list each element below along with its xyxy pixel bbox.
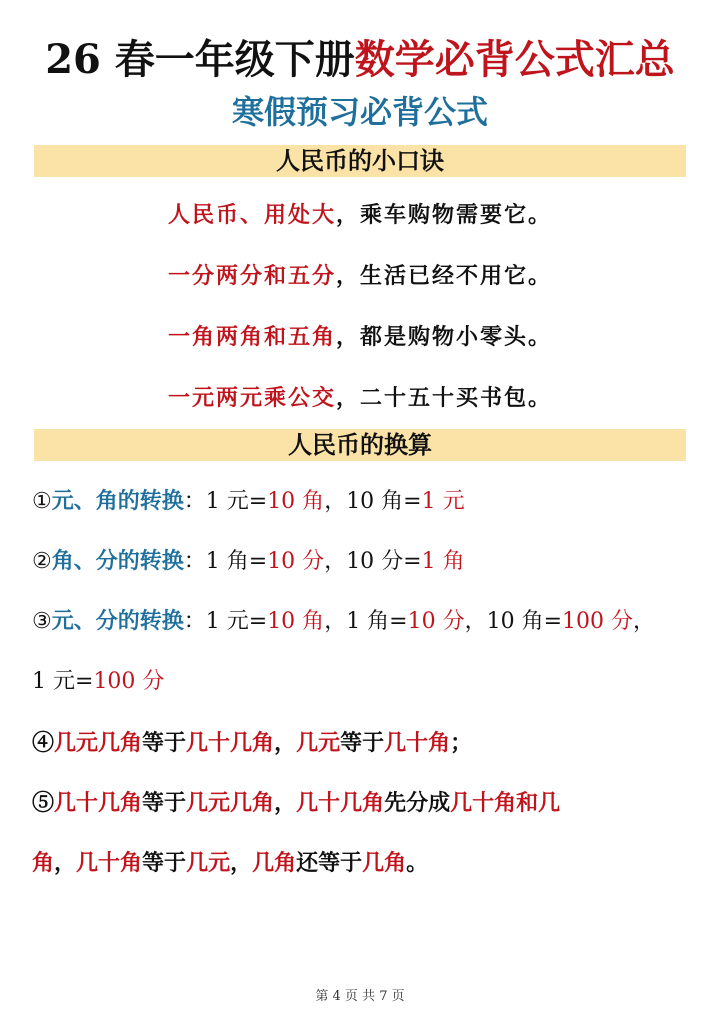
conversion-value: 10 角 xyxy=(267,489,325,514)
verse-red-text: 一角两角和五角 xyxy=(167,324,336,350)
verse-line-4 xyxy=(0,383,720,413)
page-title xyxy=(0,34,720,86)
verse-line-2 xyxy=(0,261,720,291)
conversion-value: 100 分 xyxy=(93,669,165,694)
rule-text: ， xyxy=(230,850,253,876)
conversion-value: 1 元 xyxy=(421,489,465,514)
rule-term: 几元 xyxy=(186,850,231,876)
conversion-text: ，10 角= xyxy=(464,609,563,634)
verse-black-text: ，都是购物小零头。 xyxy=(336,324,553,350)
rule-term: 几元几角 xyxy=(186,790,275,816)
item-number: ① xyxy=(32,489,52,514)
rule-text: 等于 xyxy=(142,850,187,876)
conversion-text: ：1 元= xyxy=(183,489,268,514)
conversion-item-2 xyxy=(32,546,465,577)
conversion-text: ，1 角= xyxy=(324,609,408,634)
rule-text: 先分成 xyxy=(384,790,451,816)
conversion-value: 10 分 xyxy=(267,549,325,574)
rule-text: ； xyxy=(450,730,473,756)
verse-red-text: 一元两元乘公交 xyxy=(167,385,336,411)
rule-term: 角 xyxy=(32,850,55,876)
verse-red-text: 一分两分和五分 xyxy=(167,263,336,289)
rule-text: 还等于 xyxy=(296,850,363,876)
rule-term: 几十几角 xyxy=(296,790,385,816)
rule-term: 几十几角 xyxy=(186,730,275,756)
rule-term: 几十角和几 xyxy=(450,790,561,816)
rule-text: 。 xyxy=(406,850,429,876)
item-number: ② xyxy=(32,549,52,574)
rule-term: 几十角 xyxy=(76,850,143,876)
verse-red-text: 人民币、用处大 xyxy=(167,202,336,228)
rule-term: 几元 xyxy=(296,730,341,756)
conversion-item-3 xyxy=(32,606,655,637)
verse-line-3 xyxy=(0,322,720,352)
conversion-value: 100 分 xyxy=(562,609,634,634)
conversion-text: ，10 角= xyxy=(324,489,422,514)
verse-black-text: ，生活已经不用它。 xyxy=(336,263,553,289)
conversion-value: 10 角 xyxy=(267,609,325,634)
conversion-item-5-continued xyxy=(32,848,428,878)
verse-black-text: ，二十五十买书包。 xyxy=(336,385,553,411)
conversion-item-3-continued xyxy=(32,667,164,697)
page-footer: 第 4 页 共 7 页 xyxy=(315,989,405,1004)
conversion-value: 10 分 xyxy=(407,609,465,634)
rule-text: ， xyxy=(274,730,297,756)
conversion-item-4 xyxy=(32,728,472,758)
rule-term: 几元几角 xyxy=(54,730,143,756)
page-title-prefix: 26 春一年级下册 xyxy=(45,36,355,83)
section-heading-conversion: 人民币的换算 xyxy=(34,429,686,461)
rule-term: 几角 xyxy=(362,850,407,876)
rule-text: 等于 xyxy=(142,790,187,816)
conversion-text: ：1 角= xyxy=(183,549,268,574)
rule-term: 几十几角 xyxy=(54,790,143,816)
item-number: ⑤ xyxy=(32,790,55,816)
verse-line-1 xyxy=(0,200,720,230)
rule-term: 几十角 xyxy=(384,730,451,756)
item-number: ④ xyxy=(32,730,55,756)
rule-term: 几角 xyxy=(252,850,297,876)
conversion-text: 1 元= xyxy=(32,669,94,694)
rule-text: ， xyxy=(54,850,77,876)
rule-text: 等于 xyxy=(340,730,385,756)
conversion-item-1 xyxy=(32,486,465,517)
conversion-label: 元、角的转换 xyxy=(51,488,184,514)
conversion-text: ， xyxy=(633,609,656,634)
verse-black-text: ，乘车购物需要它。 xyxy=(336,202,553,228)
conversion-label: 角、分的转换 xyxy=(51,548,184,574)
page-title-highlight: 数学必背公式汇总 xyxy=(354,36,675,83)
conversion-item-5 xyxy=(32,788,560,818)
conversion-text: ，10 分= xyxy=(324,549,422,574)
page-subtitle: 寒假预习必背公式 xyxy=(231,93,488,131)
conversion-value: 1 角 xyxy=(421,549,465,574)
conversion-text: ：1 元= xyxy=(183,609,268,634)
conversion-label: 元、分的转换 xyxy=(51,608,184,634)
section-heading-rhyme: 人民币的小口诀 xyxy=(34,145,686,177)
item-number: ③ xyxy=(32,609,52,634)
rule-text: ， xyxy=(274,790,297,816)
rule-text: 等于 xyxy=(142,730,187,756)
